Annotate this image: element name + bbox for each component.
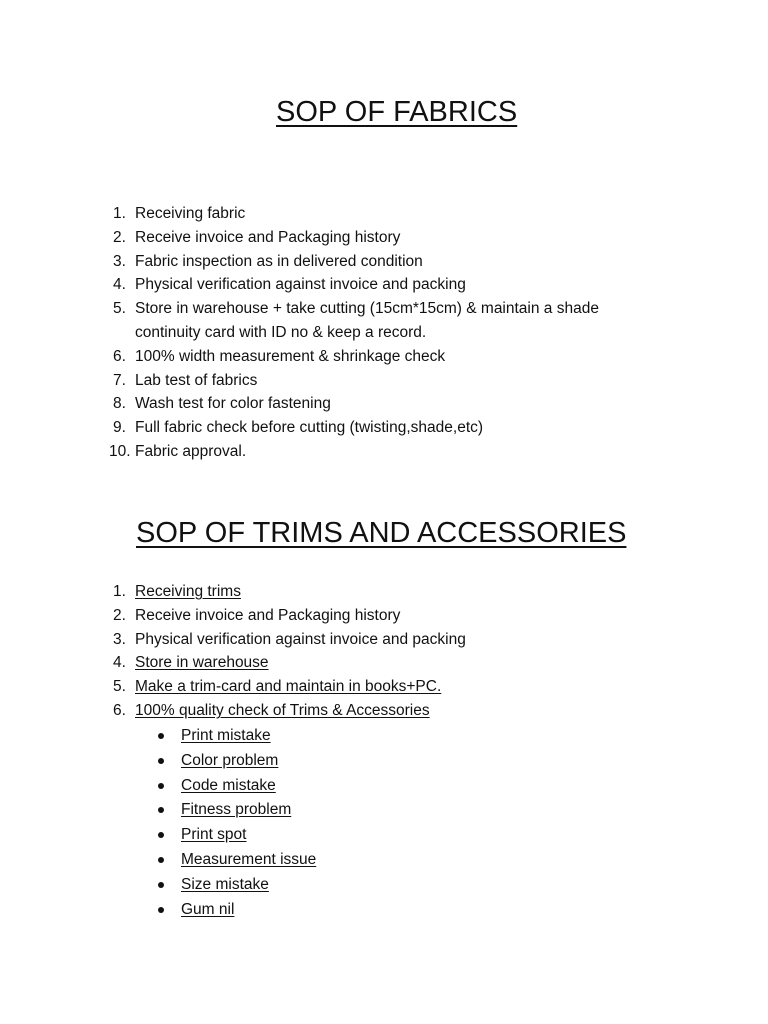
bullet-icon — [158, 807, 164, 813]
bullet-icon — [158, 882, 164, 888]
list-item: 3. Physical verification against invoice and packing — [113, 630, 466, 648]
quality-check-sublist — [158, 724, 316, 922]
bullet-icon — [158, 758, 164, 764]
list-item: 2. Receive invoice and Packaging history — [113, 606, 401, 624]
list-item: Color problem — [158, 749, 316, 774]
list-item: Size mistake — [158, 873, 316, 898]
list-item: 6. 100% quality check of Trims & Accessories — [113, 701, 430, 719]
fabrics-title: SOP OF FABRICS — [276, 96, 518, 128]
trims-title: SOP OF TRIMS AND ACCESSORIES — [136, 517, 627, 549]
list-item: Print spot — [158, 823, 316, 848]
list-item: Measurement issue — [158, 848, 316, 873]
fabrics-steps-list — [109, 202, 655, 464]
list-item: 3. Fabric inspection as in delivered condition — [113, 252, 423, 270]
list-item: 2. Receive invoice and Packaging history — [113, 228, 401, 246]
bullet-icon — [158, 733, 164, 739]
list-item: 6. 100% width measurement & shrinkage check — [113, 347, 446, 365]
list-item: 1. Receiving fabric — [113, 205, 246, 222]
list-item: 10. Fabric approval. — [109, 442, 247, 460]
list-item: 9. Full fabric check before cutting (twisting,shade,etc) — [113, 419, 484, 437]
list-item: Code mistake — [158, 774, 316, 799]
list-item: 4. Physical verification against invoice and packing — [113, 276, 466, 294]
list-item: 7. Lab test of fabrics — [113, 371, 258, 389]
list-item: Gum nil — [158, 898, 316, 923]
list-item: 4. Store in warehouse — [113, 654, 269, 672]
bullet-icon — [158, 857, 164, 863]
list-item: Fitness problem — [158, 798, 316, 823]
bullet-icon — [158, 907, 164, 913]
list-item: 5. Store in warehouse + take cutting (15cm*15cm) & maintain a shade continuity card with ID no & keep a record. — [113, 300, 599, 341]
list-item: Print mistake — [158, 724, 316, 749]
list-item: 5. Make a trim-card and maintain in books+PC. — [113, 678, 442, 696]
bullet-icon — [158, 832, 164, 838]
list-item: 1. Receiving trims — [113, 583, 241, 600]
trims-steps-list — [113, 580, 466, 723]
bullet-icon — [158, 783, 164, 789]
list-item: 8. Wash test for color fastening — [113, 395, 331, 413]
